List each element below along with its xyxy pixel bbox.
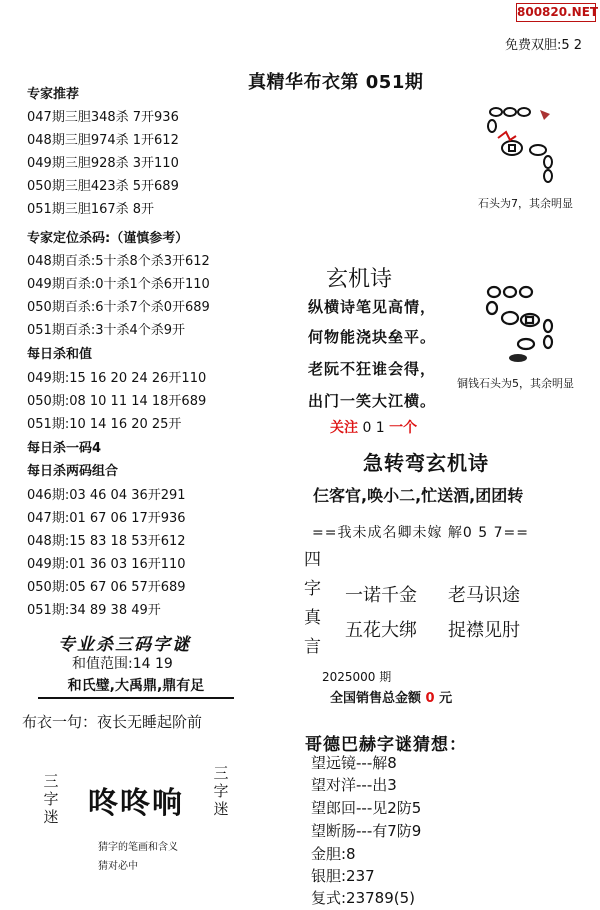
list-item: 047期三胆348杀 7开936	[27, 110, 179, 125]
sales-unit: 元	[439, 691, 453, 706]
stone-coin-figure-2	[480, 282, 580, 372]
sales-period: 2025000 期	[322, 670, 392, 684]
site-badge: 800820.NET	[516, 3, 596, 22]
list-item: 049期:01 36 03 16开110	[27, 557, 186, 572]
list-item: 046期:03 46 04 36开291	[27, 488, 186, 503]
list-item: 048期百杀:5十杀8个杀3开612	[27, 254, 210, 269]
figure-caption-2: 铜钱石头为5，其余明显	[457, 377, 574, 390]
guess-line: 复式:23789(5)	[311, 889, 416, 907]
riddle-banner: 和氏璧,大禹鼎,鼎有足	[38, 675, 234, 699]
brain-teaser-title: 急转弯玄机诗	[363, 451, 489, 475]
follow-suffix: 一个	[389, 420, 418, 436]
list-item: 051期:34 89 38 49开	[27, 603, 161, 618]
idiom: 捉襟见肘	[448, 620, 520, 641]
poem-line: 老阮不狂谁会得，	[308, 360, 437, 378]
page-title: 真精华布衣第 051期	[248, 72, 424, 93]
four-char-vertical-label: 四字真言	[304, 550, 321, 657]
list-item: 050期三胆423杀 5开689	[27, 179, 179, 194]
list-item: 050期百杀:6十杀7个杀0开689	[27, 300, 210, 315]
riddle-hint: 猜字的笔画和含义	[98, 842, 178, 853]
vertical-label-left: 三字迷	[43, 772, 59, 826]
list-item: 047期:01 67 06 17开936	[27, 511, 186, 526]
follow-prefix: 关注	[330, 420, 358, 436]
guess-line: 银胆:237	[311, 867, 375, 885]
list-item: 050期:08 10 11 14 18开689	[27, 394, 207, 409]
idiom: 五花大绑	[345, 620, 417, 641]
vertical-label-right: 三字迷	[213, 764, 229, 818]
poem-line: 纵横诗笔见高情，	[308, 298, 437, 316]
sales-label: 全国销售总金额	[330, 691, 422, 706]
expert-section-title: 专家推荐	[27, 87, 80, 102]
sum-range: 和值范围:14 19	[72, 656, 173, 672]
guess-line: 望郎回---见2防5	[311, 799, 422, 817]
riddle-line: ==我未成名卿未嫁 解0 5 7==	[312, 525, 529, 541]
list-item: 051期百杀:3十杀4个杀9开	[27, 323, 186, 338]
list-item: 051期:10 14 16 20 25开	[27, 417, 182, 432]
cursive-riddle-title: 专业杀三码字谜	[58, 635, 191, 655]
figure-caption-1: 石头为7，其余明显	[478, 197, 573, 210]
goldbach-riddle-title: 哥德巴赫字谜猜想：	[305, 735, 467, 755]
list-item: 048期三胆974杀 1开612	[27, 133, 179, 148]
follow-digits: 0 1	[362, 420, 385, 436]
free-pair-label: 免费双胆:5 2	[505, 38, 583, 53]
two-code-title: 每日杀两码组合	[27, 464, 119, 479]
poem-line: 何物能浇块垒平。	[308, 328, 437, 346]
stone-coin-figure-1	[478, 98, 588, 198]
list-item: 050期:05 67 06 57开689	[27, 580, 186, 595]
list-item: 051期三胆167杀 8开	[27, 202, 155, 217]
list-item: 049期:15 16 20 24 26开110	[27, 371, 207, 386]
big-riddle: 咚咚响	[88, 786, 184, 821]
riddle-hint: 猜对必中	[98, 861, 138, 872]
position-section-title: 专家定位杀码:（谨慎参考）	[27, 231, 189, 246]
one-sentence-hint: 布衣一句：夜长无睡起阶前	[22, 713, 203, 731]
idiom: 一诺千金	[345, 585, 417, 606]
guess-line: 望断肠---有7防9	[311, 822, 422, 840]
list-item: 049期三胆928杀 3开110	[27, 156, 179, 171]
list-item: 049期百杀:0十杀1个杀6开110	[27, 277, 210, 292]
idiom: 老马识途	[448, 585, 520, 606]
brain-teaser-line: 仨客官,唤小二,忙送酒,团团转	[313, 486, 524, 505]
guess-line: 金胆:8	[311, 845, 356, 863]
guess-line: 望远镜---解8	[311, 754, 397, 772]
poem-heading: 玄机诗	[326, 267, 393, 292]
list-item: 048期:15 83 18 53开612	[27, 534, 186, 549]
follow-note	[330, 417, 417, 437]
sales-total	[330, 687, 452, 706]
sales-value: 0	[425, 691, 435, 706]
daily-sum-title: 每日杀和值	[27, 347, 93, 362]
poem-line: 出门一笑大江横。	[308, 392, 437, 410]
daily-one-code: 每日杀一码4	[27, 441, 102, 456]
guess-line: 望对洋---出3	[311, 776, 397, 794]
